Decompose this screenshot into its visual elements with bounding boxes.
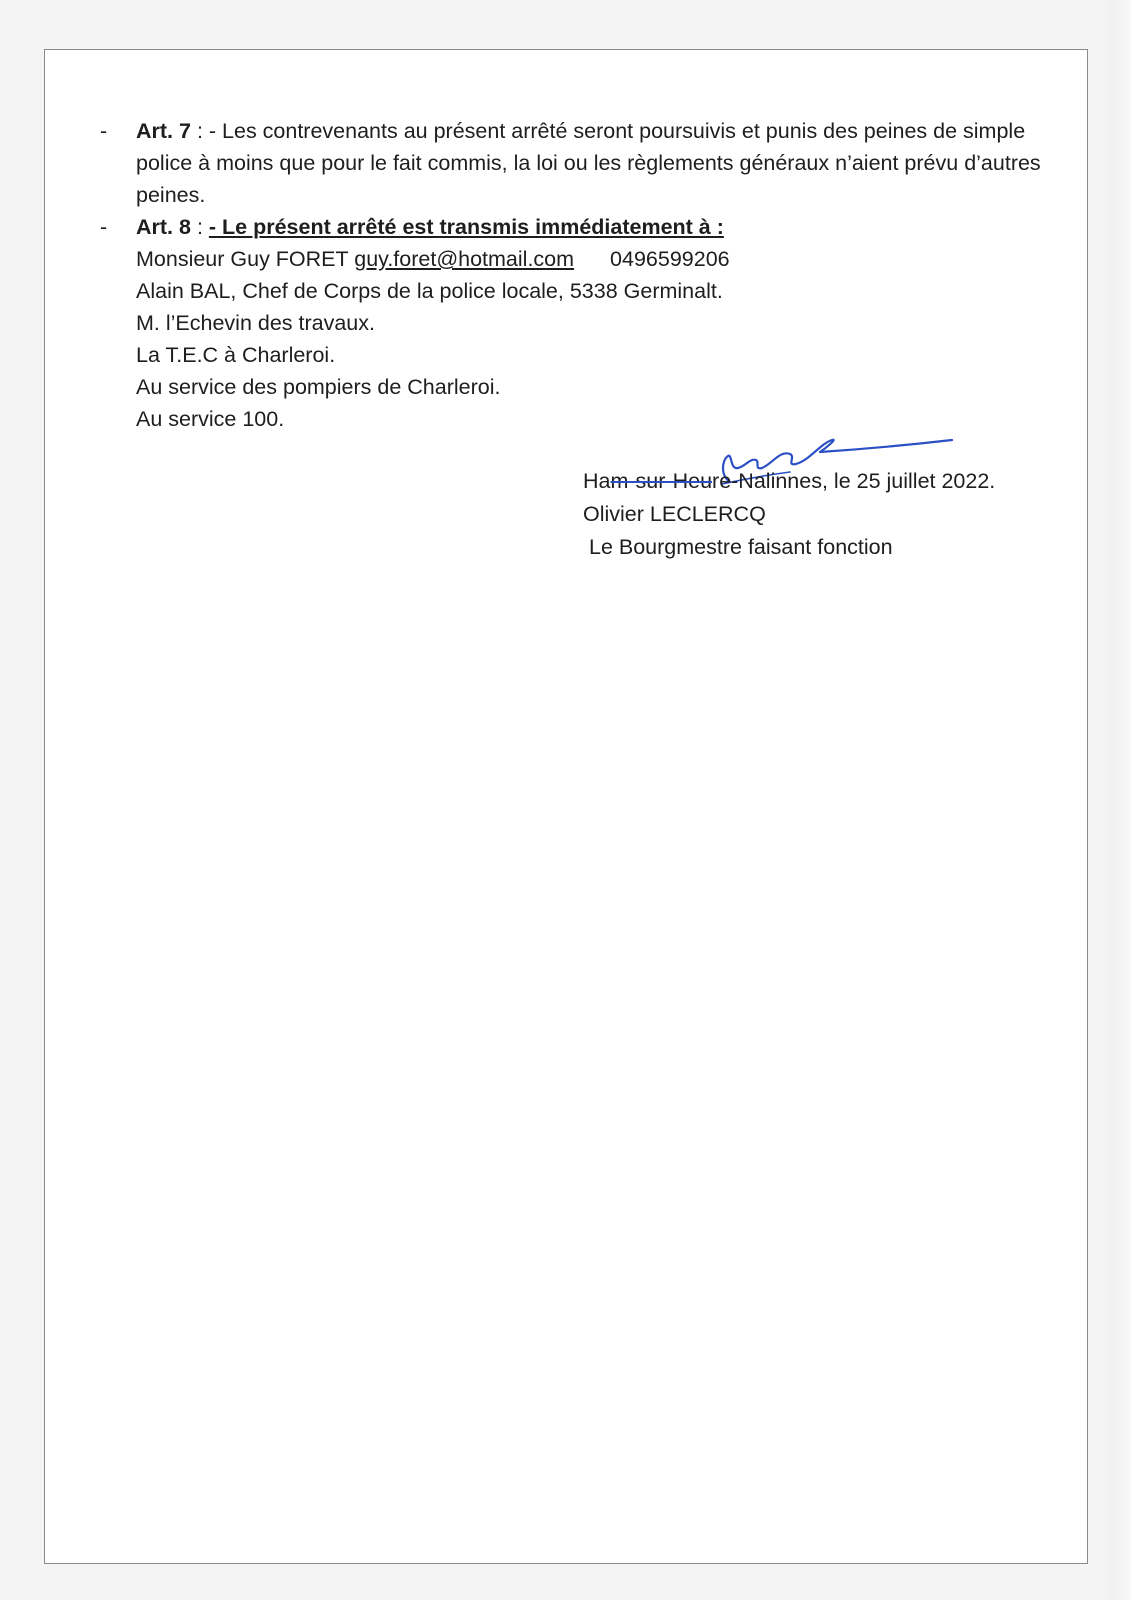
place-suffix: re-Nalinnes, le 25 juillet 2022. [712,469,996,493]
bullet-dash: - [100,215,108,239]
article-8-label: Art. 8 [136,215,191,239]
page-edge [1108,0,1131,1600]
recipient-line: La T.E.C à Charleroi. [136,343,336,367]
bullet-dash: - [100,119,108,143]
article-7-separator: : [190,119,209,143]
place-struck: m-sur-Heu [610,469,713,493]
recipient-name: Monsieur Guy FORET [136,247,355,271]
article-8-text-block [136,211,1076,243]
recipient-line: M. l’Echevin des travaux. [136,311,375,335]
article-7-label: Art. 7 [136,119,191,143]
signature-place-date [583,465,995,498]
recipient-line: Au service des pompiers de Charleroi. [136,375,501,399]
article-7-text: - Les contrevenants au présent arrêté seront poursuivis et punis des peines de simple police à moins que pour le fait commis, la loi ou les règlements généraux n’aient prévu d’autres peines. [136,119,1041,207]
article-8-heading: - Le présent arrêté est transmis immédiatement à : [208,215,724,239]
recipients-list [136,243,730,435]
signatory-name: Olivier LECLERCQ [583,502,766,526]
signatory-role: Le Bourgmestre faisant fonction [589,535,893,559]
recipient-phone: 0496599206 [610,247,730,271]
recipient-line: Alain BAL, Chef de Corps de la police locale, 5338 Germinalt. [136,279,723,303]
article-7-text-block [136,115,1076,211]
article-8-separator: : [190,215,209,239]
recipient-line: Au service 100. [136,407,285,431]
signature-block [583,465,995,564]
recipient-email-link[interactable]: guy.foret@hotmail.com [354,247,575,271]
place-prefix: Ha [583,469,611,493]
recipient-line [136,243,730,275]
